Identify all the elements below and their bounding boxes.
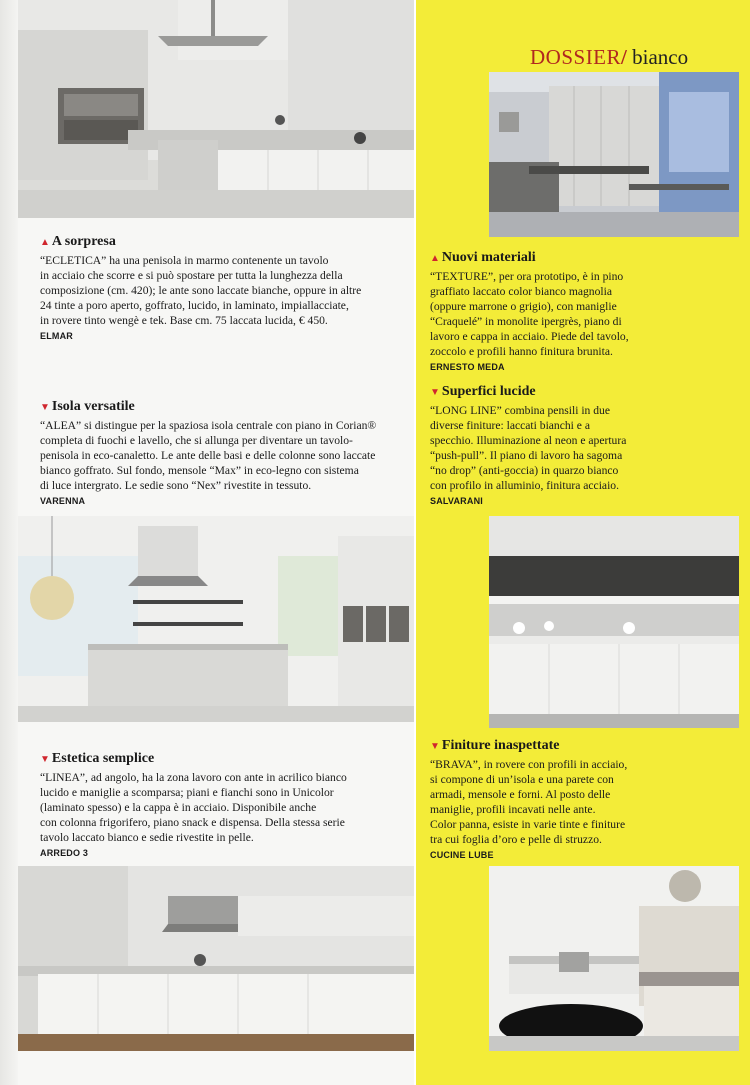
article-brand: VARENNA [40, 496, 86, 506]
article-a-sorpresa [40, 234, 412, 341]
article-title: ▼ Superfici lucide [430, 384, 536, 399]
article-finiture-inaspettate [430, 738, 740, 860]
article-estetica-semplice [40, 751, 412, 858]
article-brand: ERNESTO MEDA [430, 362, 505, 372]
photo-ernestomeda-kitchen [489, 72, 739, 237]
article-superfici-lucide [430, 384, 740, 506]
section-label-bianco: bianco [632, 45, 689, 69]
triangle-down-icon: ▼ [430, 741, 440, 752]
article-title: ▲ Nuovi materiali [430, 250, 536, 265]
article-body: “ECLETICA” ha una penisola in marmo contenente un tavolo in acciaio che scorre e si può spostare per tutta la lunghezza della composizione (cm. 420); le ante sono laccate bianche, oppure in altre 24 tinte a poro aperto, goffrato, lucido, in laminato, impiallacciate, in rovere tinto wengè e tek. Base cm. 75 laccata lucida, € 450. [40, 254, 362, 327]
article-title: ▼ Isola versatile [40, 399, 135, 414]
triangle-down-icon: ▼ [40, 402, 50, 413]
triangle-down-icon: ▼ [430, 387, 440, 398]
triangle-up-icon: ▲ [430, 253, 440, 264]
article-brand: ARREDO 3 [40, 848, 89, 858]
article-brand: CUCINE LUBE [430, 850, 494, 860]
column-gutter [414, 0, 416, 1085]
section-header [530, 42, 744, 72]
article-body: “ALEA” si distingue per la spaziosa isola centrale con piano in Corian® completa di fuochi e lavello, che si allunga per diventare un tavolo- penisola in eco-canaletto. Le ante delle basi e delle colonne sono laccate bianco goffrato. Sul fondo, mensole “Max” in eco-legno con sistema di luce intergrato. Le sedie sono “Nex” rivestite in tessuto. [40, 419, 377, 492]
article-body: “LINEA”, ad angolo, ha la zona lavoro con ante in acrilico bianco lucido e maniglie a scomparsa; piani e fianchi sono in Unicolor (laminato spesso) e la cappa è in acciaio. Disponibile anche con colonna frigorifero, piano snack e dispensa. Della stessa serie tavolo laccato bianco e sedie rivestite in pelle. [40, 771, 347, 844]
article-isola-versatile [40, 399, 412, 506]
triangle-up-icon: ▲ [40, 237, 50, 248]
article-brand: SALVARANI [430, 496, 483, 506]
photo-salvarani-kitchen [489, 516, 739, 728]
article-body: “LONG LINE” combina pensili in due diverse finiture: laccati bianchi e a specchio. Illuminazione al neon e apertura “push-pull”. Il piano di lavoro ha sagoma “no drop” (anti-goccia) in quarzo bianco con profilo in alluminio, finitura acciaio. [430, 404, 627, 492]
photo-elmar-kitchen [18, 0, 414, 218]
article-brand: ELMAR [40, 331, 73, 341]
article-nuovi-materiali [430, 250, 740, 372]
section-slash: / [621, 45, 627, 69]
article-body: “TEXTURE”, per ora prototipo, è in pino graffiato laccato color bianco magnolia (oppure marrone o grigio), con maniglie “Craquelé” in monolite ipergrès, piano di lavoro e cappa in acciaio. Piede del tavolo, zoccolo e profili hanno finitura brunita. [430, 270, 629, 358]
article-body: “BRAVA”, in rovere con profili in acciaio, si compone di un’isola e una parete con armadi, mensole e forni. Al posto delle maniglie, profili incavati nelle ante. Color panna, esiste in varie tinte e finiture tra cui foglia d’oro e pelle di struzzo. [430, 758, 628, 846]
page-fold [0, 0, 18, 1085]
triangle-down-icon: ▼ [40, 754, 50, 765]
article-title: ▼ Estetica semplice [40, 751, 155, 766]
article-title: ▲ A sorpresa [40, 234, 116, 249]
section-label-dossier: DOSSIER [530, 45, 622, 69]
photo-arredo3-kitchen [18, 866, 414, 1051]
photo-cucinelube-kitchen [489, 866, 739, 1051]
photo-varenna-kitchen [18, 516, 414, 722]
article-title: ▼ Finiture inaspettate [430, 738, 560, 753]
